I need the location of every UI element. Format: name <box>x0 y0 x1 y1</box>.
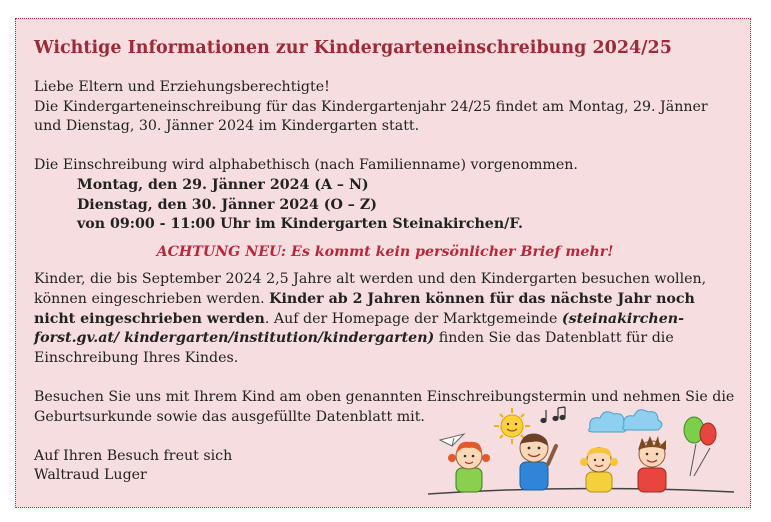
homepage-link[interactable]: (steinakirchen-forst.gv.at/ kindergarten/institution/kindergarten) <box>34 310 684 347</box>
alphabetical-note: Die Einschreibung wird alphabethisch (nach Familienname) vorgenommen. <box>34 157 578 174</box>
child-redshirt-boy-icon <box>638 436 666 492</box>
intro-paragraph: Die Kindergarteneinschreibung für das Kindergartenjahr 24/25 findet am Montag, 29. Jänner und Dienstag, 30. Jänner 2024 im Kindergarten statt. <box>34 98 708 135</box>
eligibility-text-3: finden Sie das Datenblatt für die Einschreibung Ihres Kindes. <box>34 330 674 366</box>
schedule-time-location: von 09:00 - 11:00 Uhr im Kindergarten Steinakirchen/F. <box>77 216 523 233</box>
music-notes-icon <box>541 407 565 423</box>
visit-paragraph: Besuchen Sie uns mit Ihrem Kind am oben genannten Einschreibungstermin und nehmen Sie die Geburtsurkunde sowie das ausgefüllte Datenblatt mit. <box>34 388 735 425</box>
schedule-monday: Montag, den 29. Jänner 2024 (A – N) <box>77 176 369 193</box>
balloons-icon <box>684 417 716 476</box>
greeting: Liebe Eltern und Erziehungsberechtigte! <box>34 79 330 95</box>
cloud-icon <box>623 410 662 430</box>
eligibility-warning: Kinder ab 2 Jahren können für das nächste Jahr noch nicht eingeschrieben werden <box>34 290 695 327</box>
child-boy-icon <box>520 434 556 490</box>
eligibility-text: Kinder, die bis September 2024 2,5 Jahre alt werden und den Kindergarten besuchen wollen, können eingeschrieben werden. <box>34 271 707 307</box>
child-girl-icon <box>448 442 490 492</box>
eligibility-text-2: . Auf der Homepage der Marktgemeinde <box>264 310 562 327</box>
cloud-icon <box>589 412 628 432</box>
eligibility-paragraph <box>34 270 736 368</box>
children-illustration <box>428 388 734 500</box>
signature: Waltraud Luger <box>34 467 147 484</box>
page-title: Wichtige Informationen zur Kindergarteneinschreibung 2024/25 <box>34 38 672 58</box>
notice-banner: ACHTUNG NEU: Es kommt kein persönlicher Brief mehr! <box>156 243 614 260</box>
closing-line: Auf Ihren Besuch freut sich <box>34 447 233 464</box>
schedule-tuesday: Dienstag, den 30. Jänner 2024 (O – Z) <box>77 196 377 213</box>
child-blonde-girl-icon <box>580 448 618 492</box>
